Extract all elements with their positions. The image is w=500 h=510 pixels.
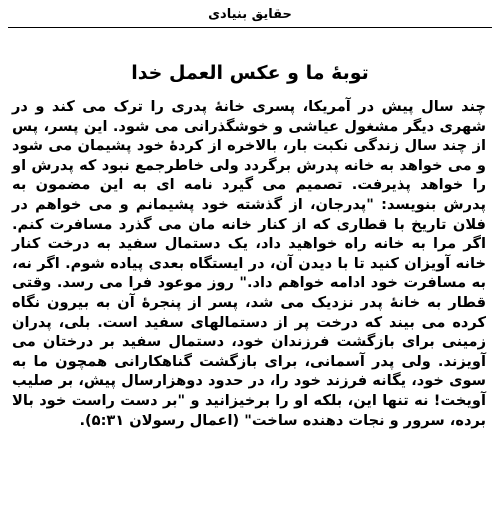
chapter-title: توبهٔ ما و عکس العمل خدا — [131, 62, 369, 84]
body-paragraph: چند سال پیش در آمریکا، پسری خانهٔ پدری را ترک می کند و در شهری دیگر مشغول عیاشی و خوشگذرانی می شود. این پسر، پس از چند سال زندگی نکبت بار، بالاخره از کردهٔ خود پشیمان می شود و می خواهد به خانه پدرش برگردد ولی خاطرجمع نبود که پدرش او را خواهد پذیرفت. تصمیم می گیرد نامه ای به این مضمون به پدرش بنویسد: "پدرجان، از گذشته خود پشیمانم و می خواهم در فلان تاریخ با قطاری که از کنار خانه مان می گذرد مسافرت کنم. اگر مرا به خانه راه خواهید داد، یک دستمال سفید به درخت کنار خانه آویزان کنید تا با دیدن آن، در ایستگاه بعدی پیاده شوم. اگر نه، به مسافرت خود ادامه خواهم داد." روز موعود فرا می رسد. وقتی قطار به خانهٔ پدر نزدیک می شد، پسر از پنجرهٔ آن به بیرون نگاه کرده می بیند که درخت پر از دستمالهای سفید است. بلی، پدران زمینی برای بازگشت فرزندان خود، دستمال سفید بر درختان می آویزند. ولی پدر آسمانی، برای بازگشت گناهکارانی همچون ما به سوی خود، یگانه فرزند خود را، در حدود دوهزارسال پیش، بر صلیب آویخت! نه تنها این، بلکه او را برخیزانید و "بر دست راست خود بالا برده، سرور و نجات دهنده ساخت" (اعمال رسولان ۵:۳۱). — [12, 98, 486, 429]
running-header: حقایق بنیادی — [208, 7, 292, 22]
header-divider — [8, 27, 492, 28]
